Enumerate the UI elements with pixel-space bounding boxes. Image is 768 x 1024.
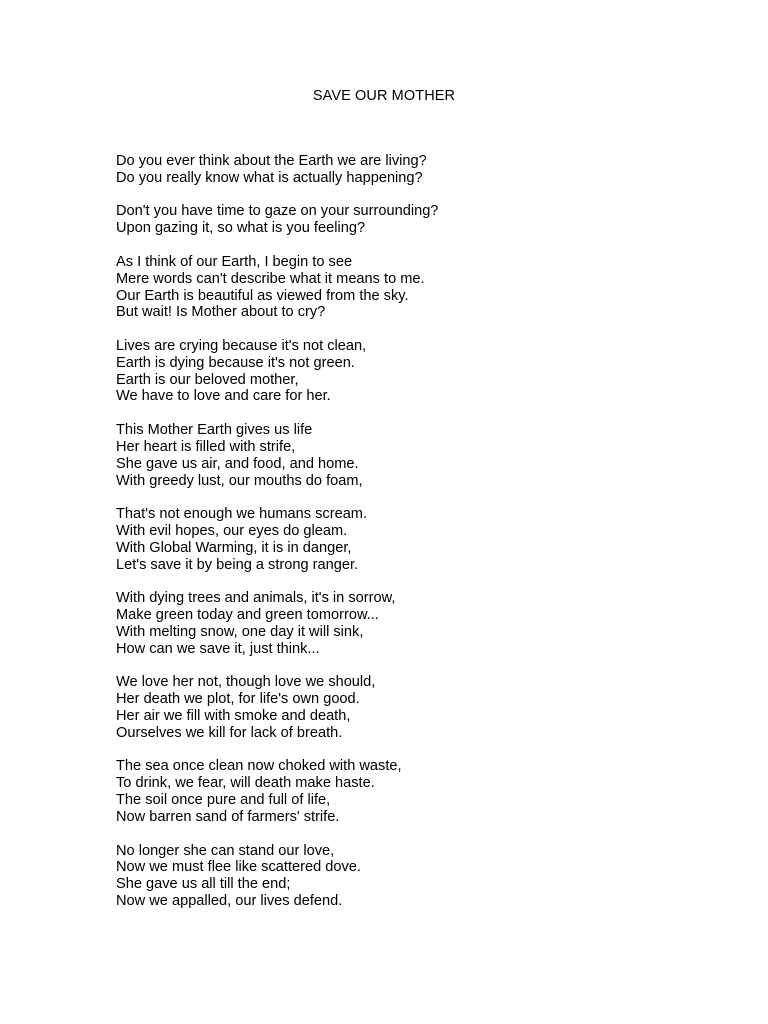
poem-line: She gave us air, and food, and home. [116, 455, 359, 472]
poem-line: That's not enough we humans scream. [116, 506, 368, 523]
poem-line: Do you really know what is actually happening? [116, 169, 423, 186]
poem-title: SAVE OUR MOTHER [312, 88, 456, 104]
poem-line: As I think of our Earth, I begin to see [116, 253, 353, 270]
stanza-7 [116, 590, 676, 657]
poem-line: We love her not, though love we should, [116, 674, 376, 691]
poem-line: Her air we fill with smoke and death, [116, 707, 351, 724]
poem-line: Now we appalled, our lives defend. [116, 892, 343, 909]
poem-line: With Global Warming, it is in danger, [116, 539, 352, 556]
poem-line: The soil once pure and full of life, [116, 792, 331, 809]
poem-line: How can we save it, just think... [116, 640, 320, 657]
stanza-9 [116, 758, 676, 825]
poem-line: Her heart is filled with strife, [116, 438, 296, 455]
poem-line: Lives are crying because it's not clean, [116, 338, 367, 355]
poem-line: Do you ever think about the Earth we are living? [116, 153, 427, 169]
poem-line: Mere words can't describe what it means to me. [116, 270, 425, 287]
stanza-10 [116, 843, 676, 910]
poem-line: With evil hopes, our eyes do gleam. [116, 523, 348, 539]
poem-line: The sea once clean now choked with waste, [116, 758, 402, 775]
poem-line: Our Earth is beautiful as viewed from the sky. [116, 287, 409, 304]
poem-line: Let's save it by being a strong ranger. [116, 556, 359, 573]
stanza-5 [116, 422, 676, 489]
poem-line: Earth is dying because it's not green. [116, 354, 355, 371]
stanza-6 [116, 506, 676, 573]
poem-line: To drink, we fear, will death make haste. [116, 775, 375, 792]
stanza-3 [116, 254, 676, 321]
stanza-8 [116, 674, 676, 741]
poem-line: With dying trees and animals, it's in sorrow, [116, 590, 396, 607]
poem-line: Now we must flee like scattered dove. [116, 859, 361, 876]
poem-line: But wait! Is Mother about to cry? [116, 304, 326, 321]
poem-line: Make green today and green tomorrow... [116, 607, 379, 624]
poem-body [116, 153, 676, 927]
poem-line: We have to love and care for her. [116, 388, 331, 405]
poem-line: She gave us all till the end; [116, 876, 291, 893]
stanza-2 [116, 203, 676, 237]
poem-line: With melting snow, one day it will sink, [116, 623, 364, 640]
poem-line: This Mother Earth gives us life [116, 422, 313, 439]
poem-line: No longer she can stand our love, [116, 842, 335, 859]
stanza-1 [116, 153, 676, 187]
poem-line: Upon gazing it, so what is you feeling? [116, 220, 366, 237]
poem-line: Her death we plot, for life's own good. [116, 691, 360, 708]
poem-line: Now barren sand of farmers' strife. [116, 808, 340, 825]
poem-line: Don't you have time to gaze on your surrounding? [116, 203, 439, 220]
poem-line: Ourselves we kill for lack of breath. [116, 724, 343, 741]
poem-line: Earth is our beloved mother, [116, 371, 299, 388]
stanza-4 [116, 338, 676, 405]
poem-line: With greedy lust, our mouths do foam, [116, 472, 363, 489]
